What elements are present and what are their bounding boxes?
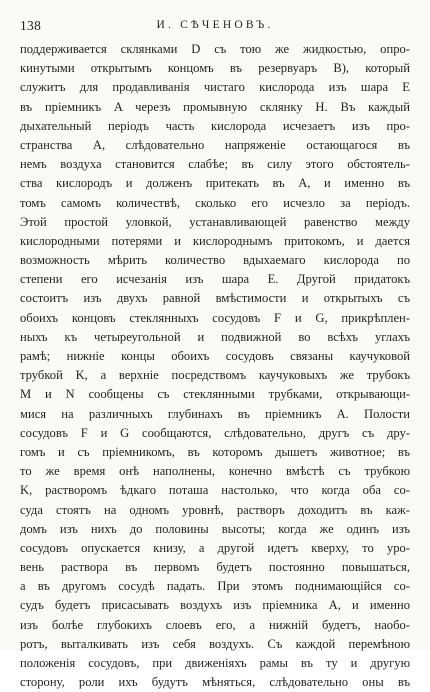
- page-header: [20, 18, 410, 36]
- text-line: K, растворомъ ѣдкаго поташа настолько, что когда оба со-: [20, 483, 410, 498]
- text-line: то же время онѣ наполнены, конечно вмѣстѣ съ трубкою: [20, 464, 410, 479]
- text-line: ныхъ къ четыреугольной и подвижной во всѣхъ углахъ: [20, 329, 410, 344]
- text-line: обоихъ концовъ стеклянныхъ сосудовъ F и G, прикрѣплен-: [20, 310, 410, 325]
- text-line: возможность мѣрить количество вдыхаемаго кислорода по: [20, 253, 410, 268]
- text-line: странства A, слѣдовательно напряженіе остающагося въ: [20, 137, 410, 152]
- text-line: служитъ для продавливанія чистаго кислорода изъ шара E: [20, 80, 410, 95]
- text-line: Этой простой уловкой, устанавливающей равенство между: [20, 214, 410, 229]
- text-line: судъ будетъ присасывать воздухъ изъ пріемника A, и именно: [20, 598, 410, 613]
- text-line: сторону, роли ихъ будутъ мѣняться, слѣдовательно оны въ: [20, 675, 410, 690]
- text-line: дыхательный періодъ часть кислорода исчезаетъ изъ про-: [20, 118, 410, 133]
- text-line: немъ воздуха становится слабѣе; въ силу этого обстоятель-: [20, 157, 410, 172]
- text-line: вень раствора въ первомъ будетъ постоянно повышаться,: [20, 560, 410, 575]
- text-line: суда стоятъ на одномъ уровнѣ, растворъ доходитъ въ каж-: [20, 502, 410, 517]
- text-line: томъ самомъ количествѣ, сколько его исчезло за періодъ.: [20, 195, 410, 210]
- text-line: кислородными потерями и кислороднымъ притокомъ, и дается: [20, 233, 410, 248]
- text-line: ства кислородъ и долженъ притекать въ A, и именно въ: [20, 176, 410, 191]
- text-line: ротъ, выталкивать изъ себя воздухъ. Съ каждой перемѣною: [20, 636, 410, 651]
- text-line: мися на различныхъ глубинахъ въ пріемникъ A. Полости: [20, 406, 410, 421]
- text-line: сосудовъ опускается книзу, а другой идетъ кверху, то уро-: [20, 540, 410, 555]
- page-number: 138: [20, 18, 42, 33]
- text-line: въ пріемникъ A черезъ промывную склянку H. Въ каждый: [20, 99, 410, 114]
- running-head: И. СѢЧЕНОВЪ.: [156, 19, 274, 31]
- text-line: M и N сообщены съ стеклянными трубками, открывающи-: [20, 387, 410, 402]
- text-line: кинутыми открытымъ концомъ въ резервуаръ B), который: [20, 61, 410, 76]
- text-line: поддерживается склянками D съ тою же жидкостью, опро-: [20, 42, 410, 56]
- text-line: степени его исчезанія изъ шара E. Другой придатокъ: [20, 272, 410, 287]
- text-line: трубкой K, а верхніе посредствомъ каучуковыхъ же трубокъ: [20, 368, 410, 383]
- text-line: домъ изъ нихъ до половины высоты; когда же одинъ изъ: [20, 521, 410, 536]
- text-line: положенія сосудовъ, при движеніяхъ рамы въ ту и другую: [20, 656, 410, 670]
- body-text: [20, 40, 410, 692]
- text-line: гомъ и съ пріемникомъ, въ которомъ дышетъ животное; въ: [20, 444, 410, 459]
- text-line: а въ другомъ сосудѣ падать. При этомъ поднимающійся со-: [20, 579, 410, 594]
- text-line: рамѣ; нижніе концы обоихъ сосудовъ связаны каучуковой: [20, 349, 410, 363]
- text-line: изъ болѣе глубокихъ слоевъ его, а нижній будетъ, наобо-: [20, 617, 410, 632]
- text-line: состоитъ изъ двухъ равной вмѣстимости и открытыхъ съ: [20, 291, 410, 306]
- text-line: сосудовъ F и G сообщаются, слѣдовательно, другъ съ дру-: [20, 425, 410, 440]
